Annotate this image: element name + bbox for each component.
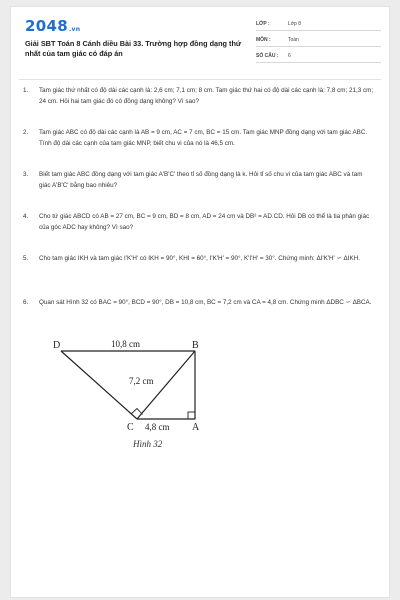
meta-question-count: SỐ CÂU : 6 [256,51,381,63]
question-5: 5. Cho tam giác IKH và tam giác I'K'H' có IKH = 90°, KHI = 60°, I'K'H' = 90°, K'I'H' = 30°. Chứng minh: ΔI'K'H' ∽ ΔIKH. [23,255,360,262]
question-2: 2. Tam giác ABC có độ dài các cạnh là AB = 9 cm, AC = 7 cm, BC = 15 cm. Tam giác MNP đồng dạng với tam giác ABC. Tính độ dài các cạnh của tam giác MNP, biết chu vi của nó là 46,5 cm. [23,129,368,147]
vertex-a: A [192,422,200,433]
meta-subject: MÔN : Toán [256,35,381,47]
vertex-d: D [53,340,61,351]
header-divider [19,79,381,80]
vertex-b: B [192,340,199,351]
segment-dc [61,351,137,419]
site-logo[interactable]: 2048.vn [25,17,81,35]
length-bc: 7,2 cm [129,376,154,386]
vertex-c: C [127,422,134,433]
page-title: Giải SBT Toán 8 Cánh diều Bài 33. Trường hợp đồng dạng thứ nhất của tam giác có đáp án [25,39,242,58]
question-6: 6. Quan sát Hình 32 có BAC = 90°, BCD = 90°, DB = 10,8 cm, BC = 7,2 cm và CA = 4,8 cm. Chứng minh ΔDBC ∽ ΔBCA. [23,299,372,306]
right-angle-mark-c [131,409,143,415]
question-4: 4. Cho tứ giác ABCD có AB = 27 cm, BC = 9 cm, BD = 8 cm, AD = 24 cm và DB² = AD.CD. Hỏi DB có thể là tia phân giác của góc ADC hay không? Vì sao? [23,213,370,231]
right-angle-mark-a [188,412,195,419]
length-ca: 4,8 cm [145,422,170,432]
question-1: 1. Tam giác thứ nhất có độ dài các cạnh là: 2,6 cm; 7,1 cm; 8 cm. Tam giác thứ hai có độ dài các cạnh là: 7,8 cm; 21,3 cm; 24 cm. Hỏi hai tam giác đó có đồng dạng không? Vì sao? [23,87,374,105]
question-3: 3. Biết tam giác ABC đồng dạng với tam giác A'B'C' theo tỉ số đồng dạng là k. Hỏi tỉ số chu vi của tam giác ABC và tam giác A'B'C' bằng bao nhiêu? [23,171,363,189]
length-db: 10,8 cm [111,339,140,349]
figure-caption: Hình 32 [133,439,163,449]
document-page [10,6,390,598]
meta-grade: LỚP : Lớp 8 [256,19,381,31]
